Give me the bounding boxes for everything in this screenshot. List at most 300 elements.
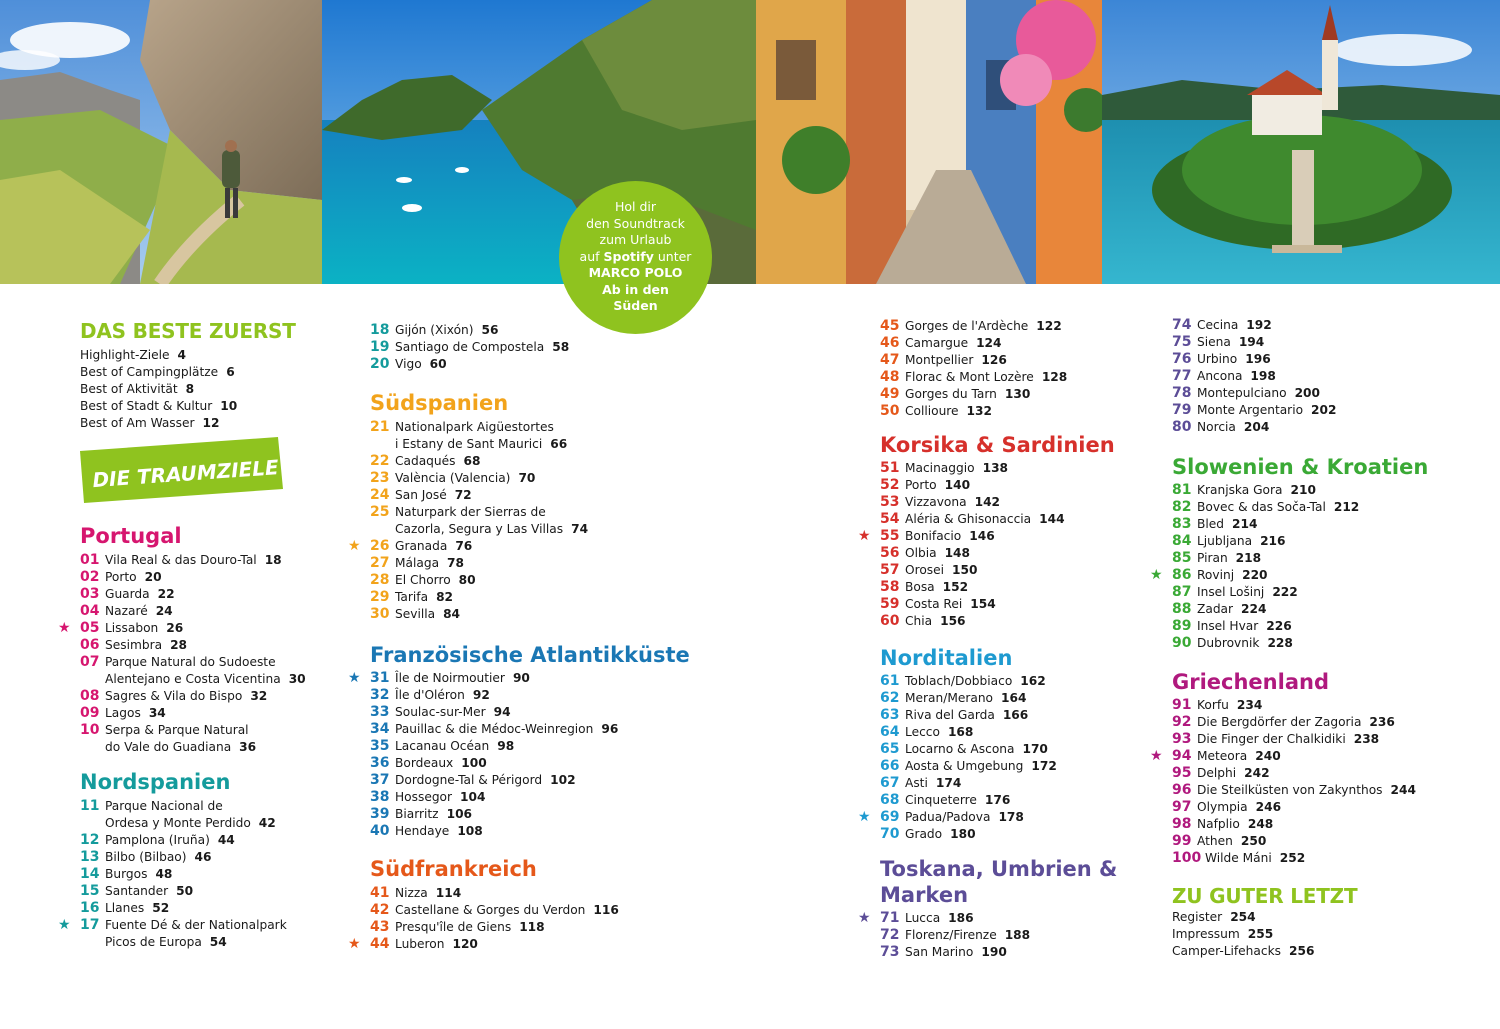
spotify-soundtrack-badge: [559, 181, 712, 334]
toc-entry-41[interactable]: [370, 885, 670, 902]
entry-label: Zadar 224: [1197, 602, 1267, 616]
entry-number: 82: [1172, 499, 1192, 515]
toc-entry-51[interactable]: [880, 460, 1180, 477]
toc-item-page: 254: [1230, 910, 1256, 924]
toc-entry-20[interactable]: [370, 356, 670, 373]
entry-number: 88: [1172, 601, 1192, 617]
entry-page: 240: [1255, 749, 1281, 763]
entry-label: Ancona 198: [1197, 369, 1276, 383]
toc-entry-71[interactable]: [880, 910, 1180, 927]
entry-number: 80: [1172, 419, 1192, 435]
entry-number: 54: [880, 511, 900, 527]
entry-label: Île d'Oléron 92: [395, 688, 490, 702]
toc-entry-06[interactable]: [80, 637, 380, 654]
entry-number: 96: [1172, 782, 1192, 798]
badge-spotify: Spotify: [603, 248, 654, 264]
toc-entry-35[interactable]: [370, 738, 670, 755]
entry-page: 18: [264, 553, 282, 567]
toc-entry-81[interactable]: [1172, 482, 1472, 499]
entry-number: 07: [80, 654, 100, 670]
toc-entry-28[interactable]: [370, 572, 670, 589]
toc-item-camper-lifehacks[interactable]: [1172, 943, 1314, 960]
entry-label: Delphi 242: [1197, 766, 1270, 780]
entry-page: 32: [250, 689, 268, 703]
entry-number: 66: [880, 758, 900, 774]
toc-entry-32[interactable]: [370, 687, 670, 704]
toc-entry-77[interactable]: [1172, 368, 1472, 385]
entry-label: Nazaré 24: [105, 604, 173, 618]
highlight-star-icon: ★: [1150, 748, 1163, 764]
toc-entry-80[interactable]: [1172, 419, 1472, 436]
toc-entry-03[interactable]: [80, 586, 380, 603]
entry-number: 56: [880, 545, 900, 561]
entry-label: Die Bergdörfer der Zagoria 236: [1197, 715, 1395, 729]
entry-number: 26: [370, 538, 390, 554]
toc-entry-46[interactable]: [880, 335, 1180, 352]
toc-entry-69[interactable]: [880, 809, 1180, 826]
section-title-beste-zuerst: DAS BESTE ZUERST: [80, 319, 296, 343]
entry-page: 156: [940, 614, 966, 628]
toc-entry-29[interactable]: [370, 589, 670, 606]
entry-number: 100: [1172, 850, 1202, 866]
toc-entry-84[interactable]: [1172, 533, 1472, 550]
toc-entry-100[interactable]: [1172, 850, 1472, 867]
entry-label: Camargue 124: [905, 336, 1002, 350]
entry-page: 90: [512, 671, 530, 685]
toc-entry-07[interactable]: [80, 654, 380, 688]
toc-entry-73[interactable]: [880, 944, 1180, 961]
entry-page: 100: [461, 756, 487, 770]
badge-word: unter: [657, 248, 692, 264]
toc-entry-86[interactable]: [1172, 567, 1472, 584]
badge-line: [559, 282, 712, 299]
highlight-star-icon: ★: [858, 809, 871, 825]
toc-entry-50[interactable]: [880, 403, 1180, 420]
toc-entry-17[interactable]: [80, 917, 380, 951]
toc-entry-15[interactable]: [80, 883, 380, 900]
entry-label: Île de Noirmoutier 90: [395, 671, 530, 685]
entry-number: 87: [1172, 584, 1192, 600]
toc-entry-22[interactable]: [370, 453, 670, 470]
toc-entry-75[interactable]: [1172, 334, 1472, 351]
toc-entry-23[interactable]: [370, 470, 670, 487]
entry-number: 28: [370, 572, 390, 588]
toc-entry-49[interactable]: [880, 386, 1180, 403]
entry-label: Montepulciano 200: [1197, 386, 1321, 400]
entry-page: 30: [288, 672, 306, 686]
toc-entry-30[interactable]: [370, 606, 670, 623]
entry-number: 71: [880, 910, 900, 926]
toc-entry-45[interactable]: [880, 318, 1180, 335]
entry-page: 162: [1020, 674, 1046, 688]
entry-number: 29: [370, 589, 390, 605]
entry-number: 36: [370, 755, 390, 771]
toc-entry-10[interactable]: [80, 722, 380, 756]
toc-entry-12[interactable]: [80, 832, 380, 849]
entry-page: 188: [1004, 928, 1031, 942]
section-title-toskana: Toskana, Umbrien &: [880, 857, 1118, 881]
traumziele-banner: [80, 437, 283, 503]
entry-label: Padua/Padova 178: [905, 810, 1024, 824]
entry-label: Alentejano e Costa Vicentina 30: [105, 672, 306, 686]
entry-number: 84: [1172, 533, 1192, 549]
entry-label: Vigo 60: [395, 357, 447, 371]
section-title-toskana-cont: Marken: [880, 883, 969, 907]
entry-number: 90: [1172, 635, 1192, 651]
toc-entry-96[interactable]: [1172, 782, 1472, 799]
entry-number: 93: [1172, 731, 1192, 747]
entry-label: Athen 250: [1197, 834, 1267, 848]
entry-number: 95: [1172, 765, 1192, 781]
entry-label: València (Valencia) 70: [395, 471, 536, 485]
entry-label: Bovec & das Soča-Tal 212: [1197, 500, 1360, 514]
entry-page: 34: [148, 706, 166, 720]
entry-number: 10: [80, 722, 100, 738]
entry-page: 82: [436, 590, 454, 604]
entry-label: Tarifa 82: [395, 590, 454, 604]
entry-page: 146: [969, 529, 995, 543]
entry-number: 78: [1172, 385, 1192, 401]
photo-strip: [0, 0, 1500, 284]
toc-entry-33[interactable]: [370, 704, 670, 721]
highlight-star-icon: ★: [58, 620, 71, 636]
entry-label: Monte Argentario 202: [1197, 403, 1337, 417]
entry-page: 106: [446, 807, 473, 821]
section-title-griechenland: Griechenland: [1172, 670, 1329, 694]
entry-label: Insel Hvar 226: [1197, 619, 1292, 633]
entry-label: Macinaggio 138: [905, 461, 1009, 475]
toc-entry-27[interactable]: [370, 555, 670, 572]
entry-page: 92: [472, 688, 490, 702]
toc-entry-21[interactable]: [370, 419, 670, 453]
toc-item-page: 8: [185, 382, 195, 396]
toc-entry-74[interactable]: [1172, 317, 1472, 334]
toc-entry-93[interactable]: [1172, 731, 1472, 748]
entry-page: 252: [1279, 851, 1306, 865]
entry-label: Insel Lošinj 222: [1197, 585, 1298, 599]
entry-label: Biarritz 106: [395, 807, 473, 821]
entry-page: 48: [155, 867, 173, 881]
entry-page: 228: [1267, 636, 1293, 650]
badge-bold: Süden: [613, 298, 658, 313]
entry-page: 36: [239, 740, 257, 754]
toc-entry-63[interactable]: [880, 707, 1180, 724]
toc-item-label: Register: [1172, 910, 1223, 924]
entry-number: 64: [880, 724, 900, 740]
entry-label: Cecina 192: [1197, 318, 1272, 332]
toc-entry-19[interactable]: [370, 339, 670, 356]
toc-entry-82[interactable]: [1172, 499, 1472, 516]
entry-label: Naturpark der Sierras de: [395, 505, 546, 519]
entry-page: 244: [1390, 783, 1416, 797]
entry-number: 37: [370, 772, 390, 788]
entry-label: Burgos 48: [105, 867, 173, 881]
entry-number: 65: [880, 741, 900, 757]
entry-number: 21: [370, 419, 390, 435]
section-title-zu-guter-letzt: ZU GUTER LETZT: [1172, 884, 1358, 908]
entry-label: Kranjska Gora 210: [1197, 483, 1316, 497]
toc-entry-87[interactable]: [1172, 584, 1472, 601]
entry-page: 46: [194, 850, 212, 864]
entry-number: 92: [1172, 714, 1192, 730]
entry-page: 26: [166, 621, 184, 635]
entry-label: Presqu'île de Giens 118: [395, 920, 545, 934]
entry-number: 45: [880, 318, 900, 334]
toc-entry-57[interactable]: [880, 562, 1180, 579]
toc-entry-53[interactable]: [880, 494, 1180, 511]
entry-label: Lissabon 26: [105, 621, 184, 635]
entry-page: 148: [944, 546, 971, 560]
toc-entry-60[interactable]: [880, 613, 1180, 630]
entry-number: 23: [370, 470, 390, 486]
entry-page: 94: [493, 705, 511, 719]
toc-entry-67[interactable]: [880, 775, 1180, 792]
toc-entry-94[interactable]: [1172, 748, 1472, 765]
traumziele-label: DIE TRAUMZIELE: [91, 455, 280, 493]
entry-label: Granada 76: [395, 539, 473, 553]
badge-bold: Ab in den: [602, 281, 669, 297]
toc-item-label: Camper-Lifehacks: [1172, 944, 1281, 958]
toc-item-am-wasser[interactable]: [80, 415, 219, 432]
entry-page: 140: [944, 478, 971, 492]
toc-entry-09[interactable]: [80, 705, 380, 722]
entry-number: 99: [1172, 833, 1192, 849]
toc-item-label: Best of Stadt & Kultur: [80, 399, 213, 413]
entry-number: 01: [80, 552, 100, 568]
toc-entry-31[interactable]: [370, 670, 670, 687]
toc-entry-55[interactable]: [880, 528, 1180, 545]
toc-entry-58[interactable]: [880, 579, 1180, 596]
entry-page: 96: [601, 722, 619, 736]
toc-entry-68[interactable]: [880, 792, 1180, 809]
entry-page: 118: [519, 920, 545, 934]
toc-entry-05[interactable]: [80, 620, 380, 637]
entry-number: 94: [1172, 748, 1192, 764]
toc-entry-47[interactable]: [880, 352, 1180, 369]
toc-entry-37[interactable]: [370, 772, 670, 789]
entry-number: 58: [880, 579, 900, 595]
entry-page: 144: [1039, 512, 1065, 526]
toc-entry-64[interactable]: [880, 724, 1180, 741]
toc-entry-40[interactable]: [370, 823, 670, 840]
entry-number: 20: [370, 356, 390, 372]
toc-item-register[interactable]: [1172, 909, 1256, 926]
entry-label: Soulac-sur-Mer 94: [395, 705, 511, 719]
entry-label: Bled 214: [1197, 517, 1258, 531]
entry-page: 42: [258, 816, 276, 830]
entry-page: 176: [984, 793, 1011, 807]
entry-page: 24: [155, 604, 173, 618]
toc-entry-62[interactable]: [880, 690, 1180, 707]
entry-label: Lucca 186: [905, 911, 974, 925]
toc-entry-39[interactable]: [370, 806, 670, 823]
toc-entry-52[interactable]: [880, 477, 1180, 494]
toc-entry-11[interactable]: [80, 798, 380, 832]
entry-page: 84: [443, 607, 461, 621]
toc-entry-54[interactable]: [880, 511, 1180, 528]
toc-item-page: 10: [220, 399, 238, 413]
entry-page: 172: [1031, 759, 1057, 773]
entry-label: Florenz/Firenze 188: [905, 928, 1031, 942]
entry-number: 30: [370, 606, 390, 622]
toc-entry-92[interactable]: [1172, 714, 1472, 731]
toc-entry-88[interactable]: [1172, 601, 1472, 618]
entry-label: Collioure 132: [905, 404, 992, 418]
section-title-korsika: Korsika & Sardinien: [880, 433, 1115, 457]
entry-label: Sagres & Vila do Bispo 32: [105, 689, 268, 703]
toc-entry-78[interactable]: [1172, 385, 1472, 402]
entry-number: 89: [1172, 618, 1192, 634]
highlight-star-icon: ★: [348, 936, 361, 952]
toc-entry-91[interactable]: [1172, 697, 1472, 714]
entry-label: Picos de Europa 54: [105, 935, 227, 949]
entry-label: Meran/Merano 164: [905, 691, 1027, 705]
toc-entry-99[interactable]: [1172, 833, 1472, 850]
toc-entry-08[interactable]: [80, 688, 380, 705]
toc-entry-79[interactable]: [1172, 402, 1472, 419]
toc-item-stadt-kultur[interactable]: [80, 398, 237, 415]
entry-label: Meteora 240: [1197, 749, 1281, 763]
toc-entry-18[interactable]: [370, 322, 670, 339]
entry-page: 128: [1041, 370, 1068, 384]
toc-entry-26[interactable]: [370, 538, 670, 555]
toc-entry-65[interactable]: [880, 741, 1180, 758]
toc-item-campingplaetze[interactable]: [80, 364, 235, 381]
toc-entry-36[interactable]: [370, 755, 670, 772]
entry-label: Dubrovnik 228: [1197, 636, 1293, 650]
toc-entry-24[interactable]: [370, 487, 670, 504]
entry-label: Costa Rei 154: [905, 597, 996, 611]
entry-label: Bordeaux 100: [395, 756, 487, 770]
entry-label: Cadaqués 68: [395, 454, 481, 468]
entry-page: 216: [1260, 534, 1286, 548]
toc-entry-90[interactable]: [1172, 635, 1472, 652]
toc-entry-42[interactable]: [370, 902, 670, 919]
badge-line: [559, 298, 712, 315]
toc-item-page: 12: [202, 416, 220, 430]
entry-page: 192: [1246, 318, 1272, 332]
entry-number: 08: [80, 688, 100, 704]
highlight-star-icon: ★: [858, 910, 871, 926]
entry-number: 49: [880, 386, 900, 402]
toc-entry-43[interactable]: [370, 919, 670, 936]
toc-entry-16[interactable]: [80, 900, 380, 917]
entry-number: 98: [1172, 816, 1192, 832]
entry-label: i Estany de Sant Maurici 66: [395, 437, 568, 451]
toc-entry-85[interactable]: [1172, 550, 1472, 567]
entry-label: Nafplio 248: [1197, 817, 1274, 831]
entry-label: Die Finger der Chalkidiki 238: [1197, 732, 1380, 746]
entry-number: 55: [880, 528, 900, 544]
entry-page: 190: [981, 945, 1007, 959]
toc-entry-44[interactable]: [370, 936, 670, 953]
entry-number: 18: [370, 322, 390, 338]
toc-entry-89[interactable]: [1172, 618, 1472, 635]
entry-page: 234: [1236, 698, 1263, 712]
entry-number: 83: [1172, 516, 1192, 532]
entry-label: do Vale do Guadiana 36: [105, 740, 257, 754]
entry-page: 70: [518, 471, 536, 485]
entry-number: 32: [370, 687, 390, 703]
entry-label: Porto 140: [905, 478, 971, 492]
toc-entry-48[interactable]: [880, 369, 1180, 386]
entry-label: Llanes 52: [105, 901, 170, 915]
entry-page: 142: [974, 495, 1001, 509]
toc-entry-02[interactable]: [80, 569, 380, 586]
entry-number: 52: [880, 477, 900, 493]
toc-entry-95[interactable]: [1172, 765, 1472, 782]
toc-item-highlight-ziele[interactable]: [80, 347, 186, 364]
entry-page: 204: [1243, 420, 1270, 434]
toc-entry-98[interactable]: [1172, 816, 1472, 833]
entry-label: Gorges du Tarn 130: [905, 387, 1031, 401]
entry-label: Vila Real & das Douro-Tal 18: [105, 553, 282, 567]
toc-entry-66[interactable]: [880, 758, 1180, 775]
entry-page: 198: [1250, 369, 1276, 383]
entry-page: 102: [550, 773, 576, 787]
toc-entry-72[interactable]: [880, 927, 1180, 944]
badge-line: [559, 265, 712, 282]
entry-label: Bosa 152: [905, 580, 969, 594]
entry-label: Nizza 114: [395, 886, 462, 900]
entry-number: 43: [370, 919, 390, 935]
toc-entry-59[interactable]: [880, 596, 1180, 613]
entry-label: Málaga 78: [395, 556, 465, 570]
section-title-suedspanien: Südspanien: [370, 391, 509, 415]
entry-page: 68: [463, 454, 481, 468]
entry-page: 168: [947, 725, 974, 739]
toc-entry-25[interactable]: [370, 504, 670, 538]
entry-label: Guarda 22: [105, 587, 175, 601]
toc-entry-70[interactable]: [880, 826, 1180, 843]
toc-entry-14[interactable]: [80, 866, 380, 883]
entry-label: Bonifacio 146: [905, 529, 995, 543]
toc-entry-01[interactable]: [80, 552, 380, 569]
toc-entry-83[interactable]: [1172, 516, 1472, 533]
entry-number: 85: [1172, 550, 1192, 566]
entry-page: 76: [455, 539, 473, 553]
entry-page: 50: [176, 884, 194, 898]
entry-label: Wilde Máni 252: [1205, 851, 1306, 865]
entry-page: 200: [1294, 386, 1321, 400]
entry-label: San Marino 190: [905, 945, 1007, 959]
entry-page: 222: [1272, 585, 1298, 599]
entry-page: 28: [170, 638, 188, 652]
toc-entry-56[interactable]: [880, 545, 1180, 562]
toc-entry-04[interactable]: [80, 603, 380, 620]
toc-entry-76[interactable]: [1172, 351, 1472, 368]
toc-entry-61[interactable]: [880, 673, 1180, 690]
entry-number: 61: [880, 673, 900, 689]
entry-page: 60: [429, 357, 447, 371]
toc-item-aktivitaet[interactable]: [80, 381, 194, 398]
entry-number: 05: [80, 620, 100, 636]
entry-number: 02: [80, 569, 100, 585]
entry-page: 22: [157, 587, 175, 601]
toc-item-impressum[interactable]: [1172, 926, 1273, 943]
entry-label: Pauillac & die Médoc-Weinregion 96: [395, 722, 619, 736]
toc-item-label: Best of Aktivität: [80, 382, 178, 396]
entry-page: 212: [1333, 500, 1360, 514]
entry-label: Aléria & Ghisonaccia 144: [905, 512, 1065, 526]
entry-label: Fuente Dé & der Nationalpark: [105, 918, 287, 932]
toc-entry-38[interactable]: [370, 789, 670, 806]
entry-number: 06: [80, 637, 100, 653]
toc-entry-34[interactable]: [370, 721, 670, 738]
toc-entry-13[interactable]: [80, 849, 380, 866]
toc-entry-97[interactable]: [1172, 799, 1472, 816]
entry-number: 75: [1172, 334, 1192, 350]
